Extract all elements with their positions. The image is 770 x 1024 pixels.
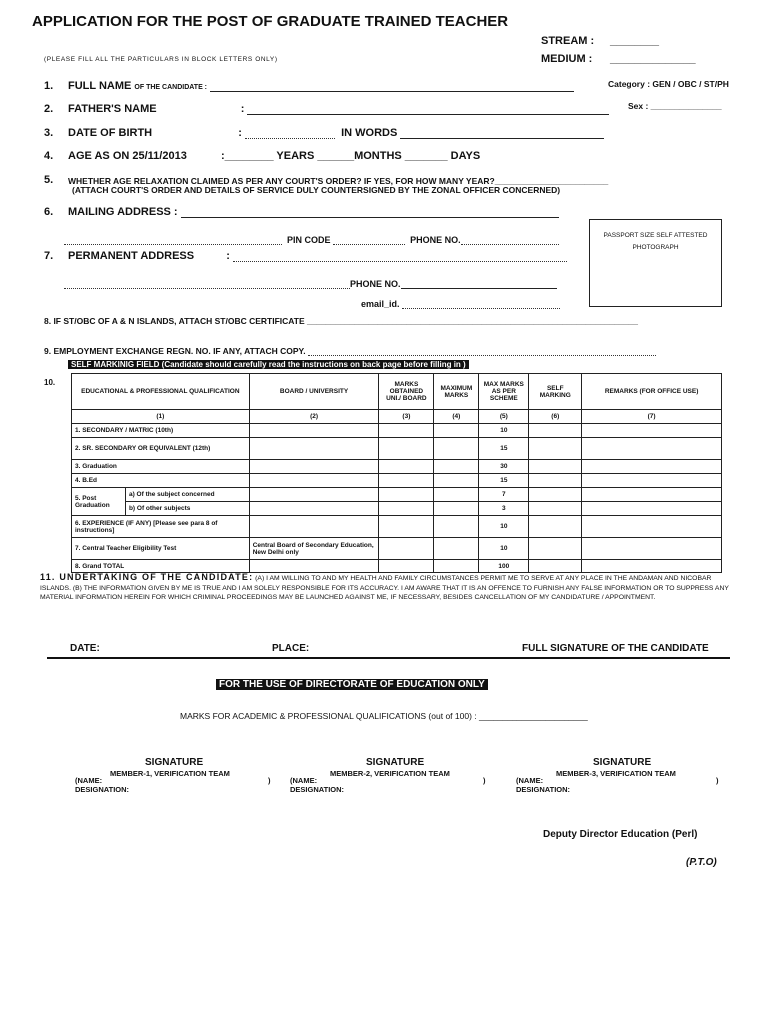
field-full-name: 1. FULL NAME OF THE CANDIDATE : — [44, 79, 574, 92]
phone-label: PHONE NO. — [410, 235, 461, 245]
field-permanent-address: 7. PERMANENT ADDRESS : — [44, 250, 567, 262]
member3-title: MEMBER-3, VERIFICATION TEAM — [556, 769, 676, 778]
field-date-of-birth: 3. DATE OF BIRTH : IN WORDS — [44, 126, 604, 139]
stream-value[interactable]: ________ — [610, 35, 659, 47]
self-marking-banner: SELF MARKINIG FIELD (Candidate should carefully read the instructions on back page before filling in ) — [68, 360, 469, 369]
header-qualification: EDUCATIONAL & PROFESSIONAL QUALIFICATION — [72, 374, 250, 410]
divider — [47, 657, 730, 659]
marks-line[interactable]: MARKS FOR ACADEMIC & PROFESSIONAL QUALIFICATIONS (out of 100) : _______________________ — [180, 711, 588, 721]
photo-box[interactable] — [589, 219, 722, 307]
table-row: 4. B.Ed 15 — [72, 474, 722, 488]
header-maximum-marks: MAXIMUM MARKS — [434, 374, 479, 410]
member3-designation[interactable]: DESIGNATION: — [516, 785, 571, 794]
mailing-pin-phone-row — [64, 233, 559, 245]
age-relaxation-note: (ATTACH COURT'S ORDER AND DETAILS OF SERVICE DULY COUNTERSIGNED BY THE ZONAL OFFICER CONCERNED) — [72, 185, 561, 195]
table-header-row — [72, 374, 722, 410]
mailing-address-line2[interactable] — [64, 233, 282, 245]
email-input[interactable] — [402, 297, 560, 309]
medium-label: MEDIUM : — [541, 53, 593, 65]
dob-words-input[interactable] — [400, 126, 604, 139]
pto-label: (P.T.O) — [686, 857, 717, 868]
mailing-address-input[interactable] — [181, 205, 559, 218]
instruction-text: (PLEASE FILL ALL THE PARTICULARS IN BLOCK LETTERS ONLY) — [44, 56, 278, 63]
table-row: 2. SR. SECONDARY OR EQUIVALENT (12th) 15 — [72, 438, 722, 460]
member3-signature: SIGNATURE — [593, 757, 652, 768]
header-remarks: REMARKS (FOR OFFICE USE) — [582, 374, 722, 410]
table-row: 7. Central Teacher Eligibility Test Central Board of Secondary Education, New Delhi only 10 — [72, 538, 722, 560]
page-title: APPLICATION FOR THE POST OF GRADUATE TRAINED TEACHER — [32, 13, 509, 30]
table-row: 8. Grand TOTAL 100 — [72, 560, 722, 573]
full-name-label: FULL NAME — [68, 80, 132, 92]
employment-exchange — [44, 344, 656, 356]
permanent-phone-label: PHONE NO. — [350, 279, 401, 289]
mailing-address-label: MAILING ADDRESS : — [68, 206, 178, 218]
field-mailing-address: 6. MAILING ADDRESS : — [44, 205, 559, 218]
member2-name[interactable]: (NAME: — [290, 776, 318, 785]
permanent-phone-input[interactable] — [401, 276, 557, 289]
medium-value[interactable]: ______________ — [610, 53, 696, 65]
st-obc-certificate[interactable]: 8. IF ST/OBC OF A & N ISLANDS, ATTACH ST/OBC CERTIFICATE ______________________________________________________________________ — [44, 316, 638, 326]
table-row: 6. EXPERIENCE (IF ANY) [Please see para 8 of instructions] 10 — [72, 516, 722, 538]
field-fathers-name: 2. FATHER'S NAME : — [44, 102, 609, 115]
age-label: AGE AS ON 25/11/2013 — [68, 150, 187, 162]
category-field[interactable]: Category : GEN / OBC / ST/PH — [608, 79, 729, 89]
member2-designation[interactable]: DESIGNATION: — [290, 785, 345, 794]
header-max-scheme: MAX MARKS AS PER SCHEME — [479, 374, 529, 410]
member1-title: MEMBER-1, VERIFICATION TEAM — [110, 769, 230, 778]
fathers-name-label: FATHER'S NAME — [68, 103, 157, 115]
fathers-name-input[interactable] — [247, 102, 609, 115]
deputy-director: Deputy Director Education (Perl) — [543, 829, 698, 840]
email-row — [361, 297, 560, 309]
pin-code-input[interactable] — [333, 233, 405, 245]
permanent-address-line2[interactable] — [64, 277, 350, 289]
member1-signature: SIGNATURE — [145, 757, 204, 768]
f10-num: 10. — [44, 378, 56, 387]
header-board: BOARD / UNIVERSITY — [249, 374, 379, 410]
table-row: 3. Graduation 30 — [72, 460, 722, 474]
permanent-address-input[interactable] — [233, 250, 567, 262]
pin-code-label: PIN CODE — [287, 235, 331, 245]
in-words-label: IN WORDS — [341, 127, 398, 139]
permanent-address-label: PERMANENT ADDRESS — [68, 250, 195, 262]
place-label: PLACE: — [272, 643, 310, 654]
directorate-banner: FOR THE USE OF DIRECTORATE OF EDUCATION ONLY — [216, 679, 488, 690]
stream-label: STREAM : — [541, 35, 595, 47]
dob-label: DATE OF BIRTH — [68, 127, 153, 139]
date-label: DATE: — [70, 643, 100, 654]
member2-title: MEMBER-2, VERIFICATION TEAM — [330, 769, 450, 778]
candidate-signature-label: FULL SIGNATURE OF THE CANDIDATE — [522, 643, 709, 654]
employment-exchange-label: 9. EMPLOYMENT EXCHANGE REGN. NO. IF ANY, ATTACH COPY. — [44, 346, 306, 356]
undertaking-text: (A) I AM WILLING TO AND MY HEALTH AND FAMILY CIRCUMSTANCES PERMIT ME TO SERVE AT ANY PLACE IN THE ANDAMAN AND NICOBAR ISLANDS. (B) THE INFORMATION GIVEN BY ME IS TRUE AND I AM SOLELY RESPONSIBLE FOR ITS ACCURACY. I AM AWARE THAT IT IS AN OFFENCE TO FURNISH ANY FALSE INFORMATION OR TO SUPPRESS ANY MATERIAL INFORMATION HEREIN FOR WHICH CRIMINAL PROCEEDINGS MAY BE LAUNCHED AGAINST ME, IF NECESSARY, BESIDES CANCELLATION OF MY CANDIDATURE / APPOINTMENT. — [40, 575, 729, 601]
field-age: 4. AGE AS ON 25/11/2013 :________ YEARS ______MONTHS _______ DAYS — [44, 150, 481, 162]
email-label: email_id. — [361, 299, 400, 309]
undertaking-heading: 11. UNDERTAKING OF THE CANDIDATE: — [40, 572, 254, 582]
photo-instruction: PASSPORT SIZE SELF ATTESTED PHOTOGRAPH — [603, 232, 708, 251]
table-row: b) Of other subjects 3 — [72, 502, 722, 516]
age-input[interactable]: :________ YEARS ______MONTHS _______ DAYS — [220, 150, 481, 162]
undertaking-block — [40, 573, 730, 603]
table-row: 5. Post Graduation a) Of the subject concerned 7 — [72, 488, 722, 502]
header-self-marking: SELF MARKING — [529, 374, 582, 410]
member3-name[interactable]: (NAME: — [516, 776, 544, 785]
f5-num: 5. — [44, 174, 54, 186]
table-colnum-row: (1) (2) (3) (4) (5) (6) (7) — [72, 410, 722, 424]
phone-input[interactable] — [461, 233, 559, 245]
header-marks-obtained: MARKS OBTAINED UNI./ BOARD — [379, 374, 434, 410]
member1-designation[interactable]: DESIGNATION: — [75, 785, 130, 794]
table-row: 1. SECONDARY / MATRIC (10th) 10 — [72, 424, 722, 438]
dob-input[interactable] — [245, 127, 335, 139]
qualification-table — [71, 373, 722, 573]
employment-exchange-input[interactable] — [308, 344, 656, 356]
age-relaxation-question: WHETHER AGE RELAXATION CLAIMED AS PER ANY COURT'S ORDER? IF YES, FOR HOW MANY YEAR?________________________ — [68, 176, 609, 186]
member2-signature: SIGNATURE — [366, 757, 425, 768]
sex-field[interactable]: Sex : _______________ — [628, 101, 722, 111]
permanent-phone-row — [64, 276, 557, 289]
full-name-input[interactable] — [210, 79, 574, 92]
member1-name[interactable]: (NAME: — [75, 776, 103, 785]
